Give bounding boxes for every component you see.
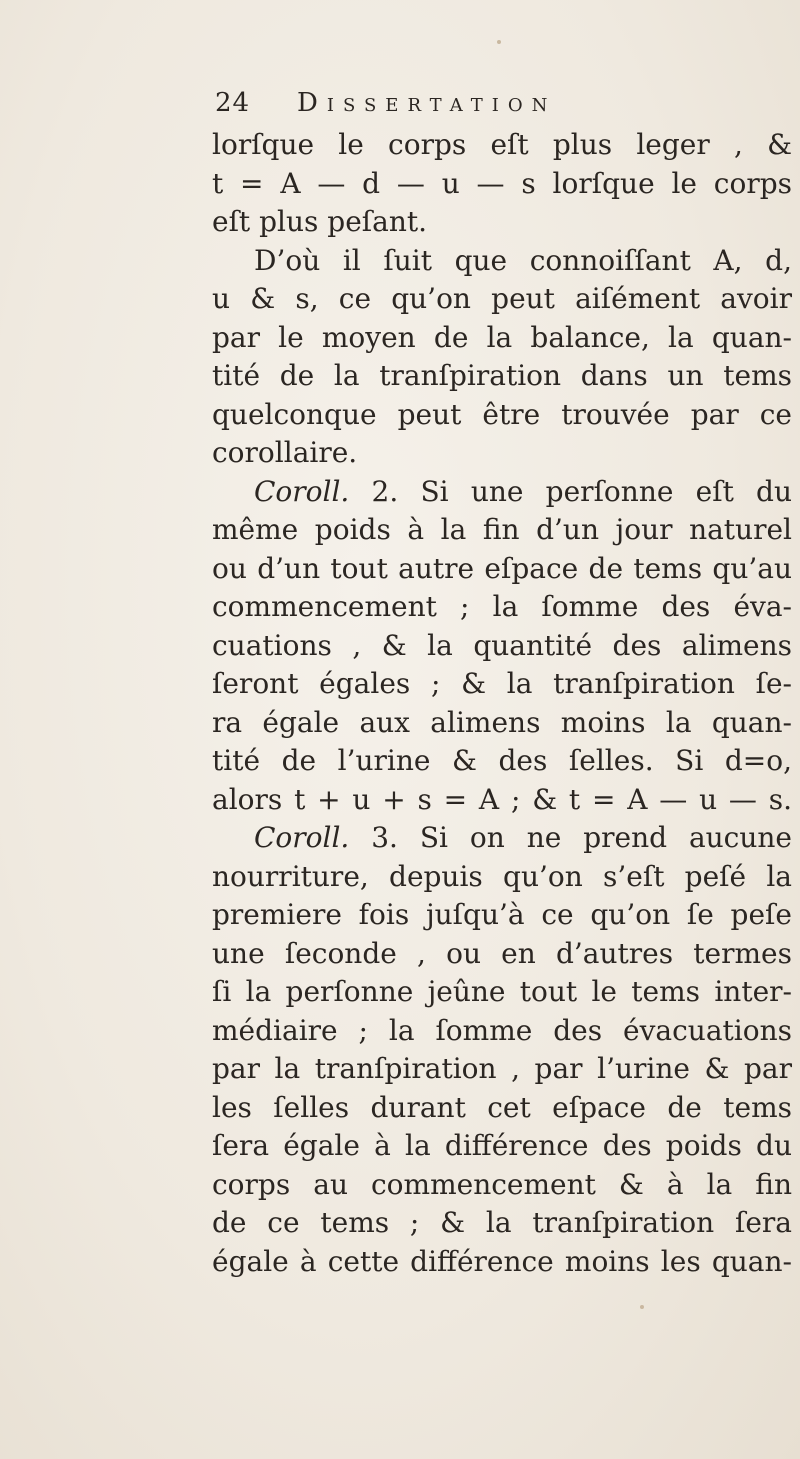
text-line: Coroll. 2. Si une perſonne eſt du xyxy=(254,474,792,508)
text-line: les ſelles durant cet eſpace de tems xyxy=(212,1090,792,1124)
text-line: premiere fois juſqu’à ce qu’on ſe peſe xyxy=(212,898,792,931)
text-line: de ce tems ; & la tranſpiration ſera xyxy=(212,1206,792,1239)
text-line: lorſque le corps eſt plus leger , & xyxy=(212,128,792,161)
text-line: commencement ; la ſomme des éva- xyxy=(212,590,792,623)
text-line: par le moyen de la balance, la quan- xyxy=(212,320,792,354)
text-line: ſeront égales ; & la tranſpiration ſe- xyxy=(212,667,792,700)
text-line: Coroll. 3. Si on ne prend aucune xyxy=(254,821,792,854)
text-line: tité de la tranſpiration dans un tems xyxy=(212,359,792,392)
paper-speck xyxy=(497,40,501,44)
page-header xyxy=(215,88,695,128)
text-line: même poids à la fin d’un jour naturel xyxy=(212,513,792,546)
page-number: 24 xyxy=(215,88,251,118)
text-line: ra égale aux alimens moins la quan- xyxy=(212,705,792,739)
text-line: par la tranſpiration , par l’urine & par xyxy=(212,1052,792,1085)
text-line: égale à cette différence moins les quan- xyxy=(212,1244,792,1278)
text-line: une ſeconde , ou en d’autres termes xyxy=(212,936,792,970)
text-line: médiaire ; la ſomme des évacuations xyxy=(212,1013,792,1047)
text-line: u & s, ce qu’on peut aiſément avoir xyxy=(212,282,792,315)
text-line: D’où il ſuit que connoiſſant A, d, xyxy=(254,243,792,277)
text-line: t = A — d — u — s lorſque le corps xyxy=(212,166,792,200)
running-title: Dissertation xyxy=(297,88,557,118)
text-line: quelconque peut être trouvée par ce xyxy=(212,397,792,431)
text-line: ſi la perſonne jeûne tout le tems inter- xyxy=(212,975,792,1008)
text-line: corps au commencement & à la fin xyxy=(212,1167,792,1201)
text-line: cuations , & la quantité des alimens xyxy=(212,628,792,662)
text-line: alors t + u + s = A ; & t = A — u — s. xyxy=(212,782,792,816)
corollary-label: Coroll. xyxy=(254,474,350,508)
text-line: ou d’un tout autre eſpace de tems qu’au xyxy=(212,551,792,585)
text-line: nourriture, depuis qu’on s’eſt peſé la xyxy=(212,859,792,893)
paper-speck xyxy=(640,1305,644,1309)
text-line: tité de l’urine & des ſelles. Si d=o, xyxy=(212,744,792,777)
text-line: eſt plus peſant. xyxy=(212,205,428,238)
corollary-label: Coroll. xyxy=(254,821,350,854)
body-text xyxy=(212,126,792,1281)
text-line: ſera égale à la différence des poids du xyxy=(212,1129,792,1162)
text-line: corollaire. xyxy=(212,436,358,469)
